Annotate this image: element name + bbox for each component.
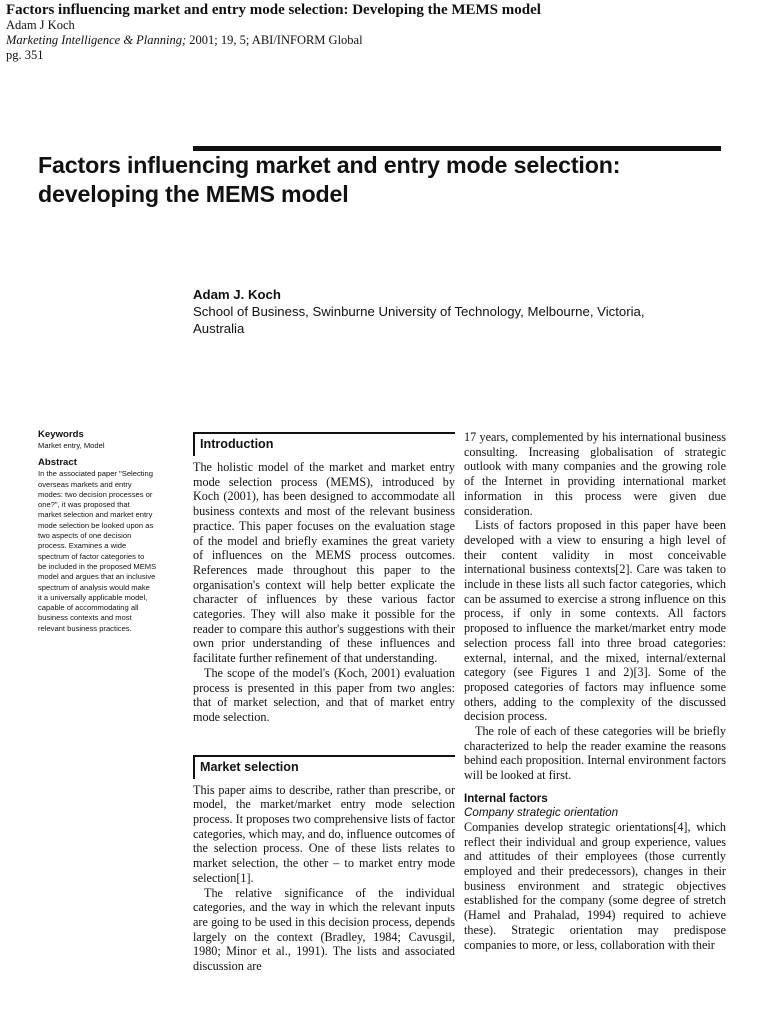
article-title-line-1: Factors influencing market and entry mode selection: bbox=[38, 152, 621, 178]
keywords-heading: Keywords bbox=[38, 429, 84, 440]
keywords-text: Market entry, Model bbox=[38, 441, 105, 450]
citation-details: 2001; 19, 5; ABI/INFORM Global bbox=[186, 33, 363, 47]
body-column-1 bbox=[193, 432, 455, 974]
abstract-line: overseas markets and entry bbox=[38, 479, 132, 489]
market-selection-paragraph-2: The relative significance of the individual categories, and the way in which the relevant inputs are going to be used in this decision process, depends largely on the context (Bradley, 1984; Cavusgil, 1980; Minor et al., 1991). The lists and associated discussion are bbox=[193, 885, 455, 974]
citation-journal: Marketing Intelligence & Planning; bbox=[6, 33, 187, 47]
abstract-line: spectrum of analysis would make bbox=[38, 582, 150, 592]
body-column-2 bbox=[464, 430, 726, 952]
abstract-line: two aspects of one decision bbox=[38, 531, 132, 541]
abstract-line: capable of accommodating all bbox=[38, 603, 139, 613]
article-title bbox=[38, 151, 738, 209]
column-2-paragraph-1: 17 years, complemented by his international business consulting. Increasing globalisation of strategic outlook with many companies and the growing role of the Internet in providing international market information in this process were given due consideration. bbox=[464, 430, 726, 518]
author-name: Adam J. Koch bbox=[193, 287, 281, 302]
abstract-line: model and argues that an inclusive bbox=[38, 572, 156, 582]
abstract-line: spectrum of factor categories to bbox=[38, 551, 145, 561]
citation-title: Factors influencing market and entry mode selection: Developing the MEMS model bbox=[6, 2, 541, 18]
section-heading-introduction: Introduction bbox=[193, 432, 455, 456]
abstract-text bbox=[38, 469, 184, 634]
abstract-heading: Abstract bbox=[38, 457, 77, 469]
citation-author: Adam J Koch bbox=[6, 18, 75, 32]
author-block bbox=[193, 286, 733, 337]
introduction-paragraph-1: The holistic model of the market and market entry mode selection process (MEMS), introduced by Koch (2001), has been designed to accommodate all business contexts and most of the relevant business practice. This paper focuses on the evaluation stage of the model and briefly examines the great variety of influences on the MEMS process outcomes. References made throughout this paper to the organisation's context will help better explicate the character of influences by these various factor categories. They will also make it possible for the reader to compare this author's suggestions with their own prior understanding of these influences and facilitate further refinement of that understanding. bbox=[193, 460, 455, 666]
introduction-paragraph-2: The scope of the model's (Koch, 2001) evaluation process is presented in this paper from two angles: that of market selection, and that of market entry mode selection. bbox=[193, 665, 455, 724]
column-2-paragraph-3: The role of each of these categories will be briefly characterized to help the reader examine the reasons behind each proposition. Internal environment factors will be looked at first. bbox=[464, 724, 726, 783]
section-heading-market-selection: Market selection bbox=[193, 755, 455, 779]
column-2-paragraph-2: Lists of factors proposed in this paper have been developed with a view to ensuring a high level of their content validity in most conceivable international business contexts[2]. Care was taken to include in these lists all such factor categories, which can be assumed to exercise a strong influence on this process, if only in some contexts. All factors proposed to influence the market/market entry mode selection process fall into three broad categories: external, internal, and the mixed, internal/external category (see Figures 1 and 2)[3]. Some of the proposed categories of factors may influence some others, adding to the complexity of the discussed decision process. bbox=[464, 518, 726, 724]
citation-header bbox=[6, 2, 746, 63]
citation-page: pg. 351 bbox=[6, 48, 44, 62]
citation-source bbox=[6, 33, 746, 48]
abstract-line: market selection and market entry bbox=[38, 510, 153, 520]
abstract-line: modes: two decision processes or bbox=[38, 489, 153, 499]
market-selection-paragraph-1: This paper aims to describe, rather than prescribe, or model, the market/market entry mode selection process. It proposes two comprehensive lists of factor categories, which may, and do, influence outcomes of the selection process. One of these lists relates to market selection, the other – to market entry mode selection[1]. bbox=[193, 782, 455, 885]
abstract-line: process. Examines a wide bbox=[38, 541, 127, 551]
abstract-line: relevant business practices. bbox=[38, 623, 132, 633]
abstract-line: be included in the proposed MEMS bbox=[38, 561, 157, 571]
abstract-line: business contexts and most bbox=[38, 613, 132, 623]
abstract-line: one?", it was proposed that bbox=[38, 500, 130, 510]
abstract-line: In the associated paper "Selecting bbox=[38, 469, 153, 479]
article-title-line-2: developing the MEMS model bbox=[38, 181, 349, 207]
abstract-line: it a universally applicable model, bbox=[38, 592, 148, 602]
sidebar bbox=[38, 429, 184, 634]
column-2-paragraph-4: Companies develop strategic orientations[4], which reflect their individual and group experience, values and attitudes of their employees (those currently employed and their predecessors), changes in their business environment and strategic objectives established for the company (some degree of stretch (Hamel and Prahalad, 1994) required to achieve these). Strategic orientation may predispose companies to more, or less, collaboration with their bbox=[464, 819, 726, 952]
abstract-line: mode selection be looked upon as bbox=[38, 520, 154, 530]
subheading-internal-factors: Internal factors bbox=[464, 791, 548, 805]
subheading-company-strategic-orientation: Company strategic orientation bbox=[464, 805, 619, 819]
author-affiliation-line-1: School of Business, Swinburne University of Technology, Melbourne, Victoria, bbox=[193, 304, 645, 319]
author-affiliation-line-2: Australia bbox=[193, 321, 245, 336]
